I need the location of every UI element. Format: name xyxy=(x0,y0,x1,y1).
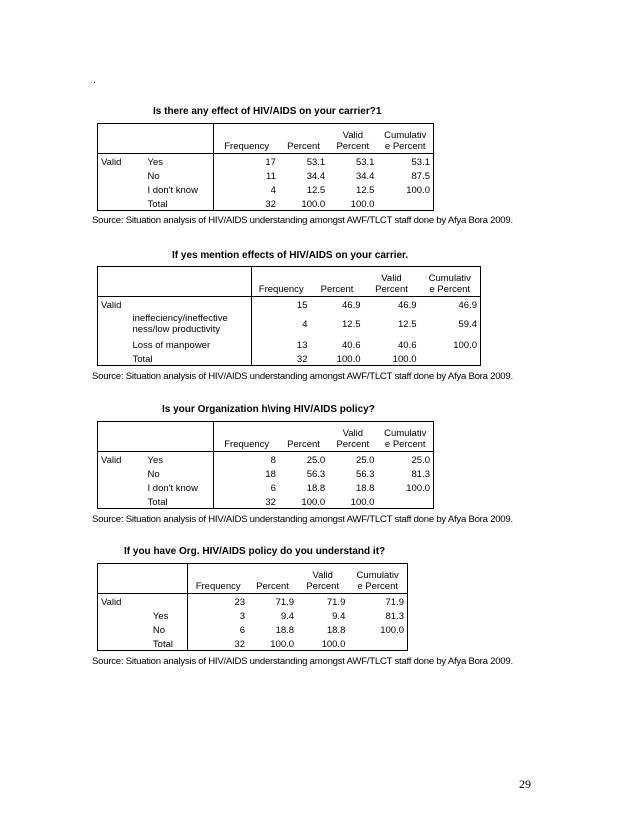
table-row xyxy=(98,168,434,182)
row-label: No xyxy=(152,625,166,636)
header-valid-percent: Valid Percent xyxy=(297,564,348,594)
row-label: Total xyxy=(145,196,214,211)
table-row xyxy=(98,452,434,467)
header-cumulative-percent: Cumulativ e Percent xyxy=(377,124,433,154)
row-label xyxy=(150,594,188,609)
table3-title: Is your Organization h\ving HIV/AIDS policy? xyxy=(162,404,375,415)
header-frequency: Frequency xyxy=(252,267,311,297)
cumulative-percent-cell: 71.9 xyxy=(348,594,407,609)
valid-percent-cell: 12.5 xyxy=(355,185,375,196)
percent-cell: 46.9 xyxy=(311,297,364,312)
frequency-cell: 3 xyxy=(188,608,248,622)
table4-title: If you have Org. HIV/AIDS policy do you understand it? xyxy=(124,546,386,557)
valid-percent-cell: 71.9 xyxy=(297,594,348,609)
valid-percent-cell: 9.4 xyxy=(332,611,346,622)
valid-percent-cell: 100.0 xyxy=(328,494,377,509)
table-row xyxy=(98,466,434,480)
frequency-cell: 32 xyxy=(252,351,311,366)
frequency-cell: 32 xyxy=(188,636,248,651)
row-label: I don't know xyxy=(147,185,198,196)
valid-percent-cell: 18.8 xyxy=(326,625,346,636)
valid-percent-cell: 18.8 xyxy=(355,483,375,494)
header-valid-percent: Valid Percent xyxy=(328,124,377,154)
header-cumulative-percent: Cumulativ e Percent xyxy=(420,267,481,297)
header-valid-percent: Valid Percent xyxy=(328,422,377,452)
table-row xyxy=(98,594,408,609)
percent-cell: 53.1 xyxy=(279,154,328,169)
header-frequency: Frequency xyxy=(188,564,248,594)
valid-percent-cell: 100.0 xyxy=(328,196,377,211)
frequency-cell: 4 xyxy=(214,182,279,196)
table-row xyxy=(98,154,434,169)
group-label: Valid xyxy=(98,154,145,169)
table-row xyxy=(98,608,408,622)
row-label: No xyxy=(147,469,160,480)
cumulative-percent-cell xyxy=(348,636,407,651)
row-label: Loss of manpower xyxy=(132,340,211,351)
percent-cell: 25.0 xyxy=(279,452,328,467)
source-note: Source: Situation analysis of HIV/AIDS understanding amongst AWF/TLCT staff done by Afya Bora 2009. xyxy=(92,514,513,525)
header-percent: Percent xyxy=(279,124,328,154)
table4 xyxy=(97,563,408,651)
leading-mark: . xyxy=(93,74,97,86)
valid-percent-cell: 40.6 xyxy=(398,340,417,351)
frequency-cell: 15 xyxy=(252,297,311,312)
cumulative-percent-cell: 100.0 xyxy=(377,480,433,494)
header-cumulative-percent: Cumulativ e Percent xyxy=(377,422,433,452)
row-label: Yes xyxy=(145,154,214,169)
cumulative-percent-cell: 46.9 xyxy=(420,297,481,312)
frequency-cell: 13 xyxy=(252,337,311,351)
header-cumulative-percent: Cumulativ e Percent xyxy=(348,564,407,594)
group-label: Valid xyxy=(98,297,130,312)
percent-cell: 100.0 xyxy=(248,636,297,651)
row-label: No xyxy=(147,171,160,182)
valid-percent-cell: 100.0 xyxy=(297,636,348,651)
table-row xyxy=(98,494,434,509)
row-label: Total xyxy=(145,494,214,509)
header-percent: Percent xyxy=(311,267,364,297)
frequency-cell: 11 xyxy=(214,168,279,182)
frequency-cell: 8 xyxy=(214,452,279,467)
percent-cell: 100.0 xyxy=(311,351,364,366)
frequency-cell: 6 xyxy=(188,622,248,636)
header-frequency: Frequency xyxy=(214,124,279,154)
percent-cell: 18.8 xyxy=(306,483,326,494)
table-row xyxy=(98,622,408,636)
row-label xyxy=(130,297,252,312)
valid-percent-cell: 56.3 xyxy=(355,469,375,480)
frequency-cell: 6 xyxy=(214,480,279,494)
valid-percent-cell: 100.0 xyxy=(364,351,420,366)
table1-title: Is there any effect of HIV/AIDS on your carrier?1 xyxy=(153,106,382,117)
valid-percent-cell: 46.9 xyxy=(364,297,420,312)
percent-cell: 40.6 xyxy=(342,340,361,351)
table-row xyxy=(98,196,434,211)
percent-cell: 100.0 xyxy=(279,494,328,509)
table1 xyxy=(97,123,434,211)
table-row xyxy=(98,311,481,337)
row-label: Total xyxy=(130,351,252,366)
row-label: ineffeciency/ineffective ness/low productivity xyxy=(132,313,228,335)
table-row xyxy=(98,636,408,651)
table3 xyxy=(97,421,434,509)
source-note: Source: Situation analysis of HIV/AIDS understanding amongst AWF/TLCT staff done by Afya Bora 2009. xyxy=(92,656,513,667)
cumulative-percent-cell: 100.0 xyxy=(348,622,407,636)
row-label: Yes xyxy=(145,452,214,467)
cumulative-percent-cell xyxy=(377,494,433,509)
cumulative-percent-cell: 81.3 xyxy=(348,608,407,622)
frequency-cell: 17 xyxy=(214,154,279,169)
cumulative-percent-cell: 25.0 xyxy=(377,452,433,467)
header-frequency: Frequency xyxy=(214,422,279,452)
percent-cell: 12.5 xyxy=(342,318,361,330)
cumulative-percent-cell: 100.0 xyxy=(377,182,433,196)
cumulative-percent-cell: 100.0 xyxy=(420,337,481,351)
cumulative-percent-cell xyxy=(377,196,433,211)
row-label: Yes xyxy=(152,611,169,622)
valid-percent-cell: 25.0 xyxy=(328,452,377,467)
header-percent: Percent xyxy=(248,564,297,594)
page-number: 29 xyxy=(519,777,531,791)
header-percent: Percent xyxy=(279,422,328,452)
source-note: Source: Situation analysis of HIV/AIDS understanding amongst AWF/TLCT staff done by Afya Bora 2009. xyxy=(92,215,513,226)
table2-title: If yes mention effects of HIV/AIDS on your carrier. xyxy=(172,250,409,261)
table-row xyxy=(98,480,434,494)
percent-cell: 56.3 xyxy=(306,469,326,480)
source-note: Source: Situation analysis of HIV/AIDS understanding amongst AWF/TLCT staff done by Afya Bora 2009. xyxy=(92,371,513,382)
table-row xyxy=(98,351,481,366)
row-label: Total xyxy=(150,636,188,651)
cumulative-percent-cell: 59.4 xyxy=(420,311,481,337)
frequency-cell: 4 xyxy=(252,311,311,337)
table2 xyxy=(97,266,481,366)
percent-cell: 34.4 xyxy=(306,171,326,182)
frequency-cell: 32 xyxy=(214,494,279,509)
percent-cell: 12.5 xyxy=(306,185,326,196)
table-row xyxy=(98,182,434,196)
header-valid-percent: Valid Percent xyxy=(364,267,420,297)
cumulative-percent-cell: 53.1 xyxy=(377,154,433,169)
table-row xyxy=(98,337,481,351)
percent-cell: 9.4 xyxy=(280,611,295,622)
row-label: I don't know xyxy=(147,483,198,494)
group-label: Valid xyxy=(98,452,145,467)
frequency-cell: 23 xyxy=(188,594,248,609)
percent-cell: 71.9 xyxy=(248,594,297,609)
percent-cell: 100.0 xyxy=(279,196,328,211)
cumulative-percent-cell: 81.3 xyxy=(377,466,433,480)
cumulative-percent-cell xyxy=(420,351,481,366)
cumulative-percent-cell: 87.5 xyxy=(377,168,433,182)
frequency-cell: 18 xyxy=(214,466,279,480)
valid-percent-cell: 12.5 xyxy=(398,318,417,330)
valid-percent-cell: 53.1 xyxy=(328,154,377,169)
frequency-cell: 32 xyxy=(214,196,279,211)
valid-percent-cell: 34.4 xyxy=(355,171,375,182)
table-row xyxy=(98,297,481,312)
group-label: Valid xyxy=(98,594,150,609)
percent-cell: 18.8 xyxy=(275,625,295,636)
